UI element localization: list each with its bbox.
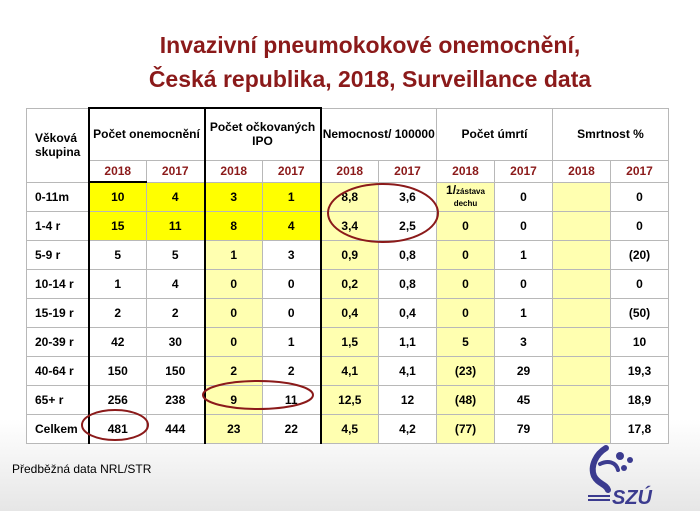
fatality-2017-cell: 0: [611, 182, 669, 212]
fatality-2018-cell: [553, 182, 611, 212]
vaccinated-2018-cell: 1: [205, 241, 263, 270]
table-row: [27, 386, 669, 415]
table-row: [27, 182, 669, 212]
year-cell: 2018: [553, 160, 611, 182]
deaths-value: 1/: [446, 182, 457, 197]
incidence-2017-cell: 1,1: [379, 328, 437, 357]
vaccinated-2017-cell: 0: [263, 299, 321, 328]
deaths-2017-cell: 45: [495, 386, 553, 415]
cases-2017-cell: 11: [147, 212, 205, 241]
surveillance-table: [26, 107, 669, 444]
deaths-2018-cell: 0: [437, 241, 495, 270]
incidence-2018-cell: 0,9: [321, 241, 379, 270]
fatality-2018-cell: [553, 386, 611, 415]
vaccinated-2017-cell: 2: [263, 357, 321, 386]
cases-2017-cell: 5: [147, 241, 205, 270]
cases-2018-cell: 481: [89, 415, 147, 444]
fatality-2018-cell: [553, 299, 611, 328]
year-header-row: [27, 160, 669, 182]
deaths-2017-cell: 79: [495, 415, 553, 444]
incidence-2018-cell: 0,4: [321, 299, 379, 328]
deaths-2017-cell: 1: [495, 299, 553, 328]
age-group-cell: 10-14 r: [27, 270, 89, 299]
incidence-2017-cell: 3,6: [379, 182, 437, 212]
fatality-2018-cell: [553, 241, 611, 270]
deaths-2017-cell: 0: [495, 212, 553, 241]
fatality-2017-cell: (20): [611, 241, 669, 270]
age-group-cell: 40-64 r: [27, 357, 89, 386]
deaths-2017-cell: 0: [495, 182, 553, 212]
cases-2018-cell: 42: [89, 328, 147, 357]
page-title: [0, 28, 700, 96]
incidence-2017-cell: 0,8: [379, 241, 437, 270]
age-group-header: Věková skupina: [27, 108, 89, 182]
year-cell: 2017: [379, 160, 437, 182]
vaccinated-2018-cell: 3: [205, 182, 263, 212]
vaccinated-2017-cell: 22: [263, 415, 321, 444]
deaths-2017-cell: 1: [495, 241, 553, 270]
year-cell: 2018: [205, 160, 263, 182]
incidence-2017-cell: 4,2: [379, 415, 437, 444]
cases-2018-cell: 150: [89, 357, 147, 386]
cases-2017-cell: 4: [147, 270, 205, 299]
incidence-2017-cell: 12: [379, 386, 437, 415]
incidence-2018-cell: 3,4: [321, 212, 379, 241]
age-group-cell: 0-11m: [27, 182, 89, 212]
vaccinated-2017-cell: 1: [263, 328, 321, 357]
age-group-cell: Celkem: [27, 415, 89, 444]
vaccinated-2018-cell: 8: [205, 212, 263, 241]
cases-2017-cell: 238: [147, 386, 205, 415]
fatality-2017-cell: 0: [611, 212, 669, 241]
deaths-2018-cell: (23): [437, 357, 495, 386]
deaths-2017-cell: 3: [495, 328, 553, 357]
deaths-2018-cell: 0: [437, 212, 495, 241]
fatality-2017-cell: 0: [611, 270, 669, 299]
vaccinated-2017-cell: 1: [263, 182, 321, 212]
deaths-2017-cell: 0: [495, 270, 553, 299]
incidence-2018-cell: 12,5: [321, 386, 379, 415]
incidence-2017-cell: 4,1: [379, 357, 437, 386]
table-row: [27, 328, 669, 357]
deaths-2018-cell: 0: [437, 299, 495, 328]
incidence-2017-cell: 0,8: [379, 270, 437, 299]
szu-logo-icon: [576, 440, 686, 510]
deaths-2017-cell: 29: [495, 357, 553, 386]
cases-2017-cell: 2: [147, 299, 205, 328]
age-group-cell: 5-9 r: [27, 241, 89, 270]
cases-2018-cell: 10: [89, 182, 147, 212]
table-row: [27, 357, 669, 386]
deaths-header: Počet úmrtí: [437, 108, 553, 160]
cases-2017-cell: 30: [147, 328, 205, 357]
fatality-2018-cell: [553, 357, 611, 386]
title-line-2: Česká republika, 2018, Surveillance data: [148, 66, 592, 92]
cases-2017-cell: 150: [147, 357, 205, 386]
title-line-1: Invazivní pneumokokové onemocnění,: [159, 32, 581, 58]
szu-logo-text: SZÚ: [612, 487, 652, 509]
vaccinated-2017-cell: 3: [263, 241, 321, 270]
vaccinated-2017-cell: 0: [263, 270, 321, 299]
incidence-2018-cell: 8,8: [321, 182, 379, 212]
incidence-2018-cell: 1,5: [321, 328, 379, 357]
age-group-cell: 15-19 r: [27, 299, 89, 328]
fatality-2018-cell: [553, 328, 611, 357]
incidence-header: Nemocnost/ 100000: [321, 108, 437, 160]
incidence-2018-cell: 0,2: [321, 270, 379, 299]
deaths-2018-cell: (77): [437, 415, 495, 444]
cases-2018-cell: 1: [89, 270, 147, 299]
table-row: [27, 241, 669, 270]
vaccinated-2018-cell: 0: [205, 270, 263, 299]
age-group-cell: 1-4 r: [27, 212, 89, 241]
incidence-2017-cell: 0,4: [379, 299, 437, 328]
deaths-2018-cell: 5: [437, 328, 495, 357]
deaths-2018-cell: 0: [437, 270, 495, 299]
deaths-2018-cell: (48): [437, 386, 495, 415]
fatality-2018-cell: [553, 212, 611, 241]
year-cell: 2017: [495, 160, 553, 182]
vaccinated-2017-cell: 4: [263, 212, 321, 241]
table-row: [27, 270, 669, 299]
year-cell: 2018: [321, 160, 379, 182]
year-cell: 2017: [263, 160, 321, 182]
cases-2017-cell: 444: [147, 415, 205, 444]
year-cell: 2018: [89, 160, 147, 182]
footnote: Předběžná data NRL/STR: [12, 462, 152, 476]
age-group-cell: 20-39 r: [27, 328, 89, 357]
incidence-2018-cell: 4,5: [321, 415, 379, 444]
vaccinated-2018-cell: 23: [205, 415, 263, 444]
cases-2018-cell: 2: [89, 299, 147, 328]
age-group-cell: 65+ r: [27, 386, 89, 415]
fatality-header: Smrtnost %: [553, 108, 669, 160]
deaths-note: zástava dechu: [453, 186, 485, 208]
cases-2018-cell: 5: [89, 241, 147, 270]
vaccinated-2018-cell: 0: [205, 299, 263, 328]
cases-2018-cell: 256: [89, 386, 147, 415]
fatality-2017-cell: 17,8: [611, 415, 669, 444]
year-cell: 2017: [147, 160, 205, 182]
incidence-2017-cell: 2,5: [379, 212, 437, 241]
year-cell: 2017: [611, 160, 669, 182]
deaths-2018-cell: [437, 182, 495, 212]
group-header-row: [27, 108, 669, 160]
fatality-2017-cell: 10: [611, 328, 669, 357]
table-row: [27, 415, 669, 444]
fatality-2018-cell: [553, 270, 611, 299]
vaccinated-2017-cell: 11: [263, 386, 321, 415]
table-row: [27, 299, 669, 328]
vaccinated-2018-cell: 2: [205, 357, 263, 386]
vaccinated-header: Počet očkovaných IPO: [205, 108, 321, 160]
year-cell: 2018: [437, 160, 495, 182]
fatality-2017-cell: (50): [611, 299, 669, 328]
fatality-2017-cell: 19,3: [611, 357, 669, 386]
incidence-2018-cell: 4,1: [321, 357, 379, 386]
szu-logo: [576, 440, 686, 510]
cases-2017-cell: 4: [147, 182, 205, 212]
cases-header: Počet onemocnění: [89, 108, 205, 160]
vaccinated-2018-cell: 0: [205, 328, 263, 357]
table-row: [27, 212, 669, 241]
cases-2018-cell: 15: [89, 212, 147, 241]
vaccinated-2018-cell: 9: [205, 386, 263, 415]
fatality-2017-cell: 18,9: [611, 386, 669, 415]
